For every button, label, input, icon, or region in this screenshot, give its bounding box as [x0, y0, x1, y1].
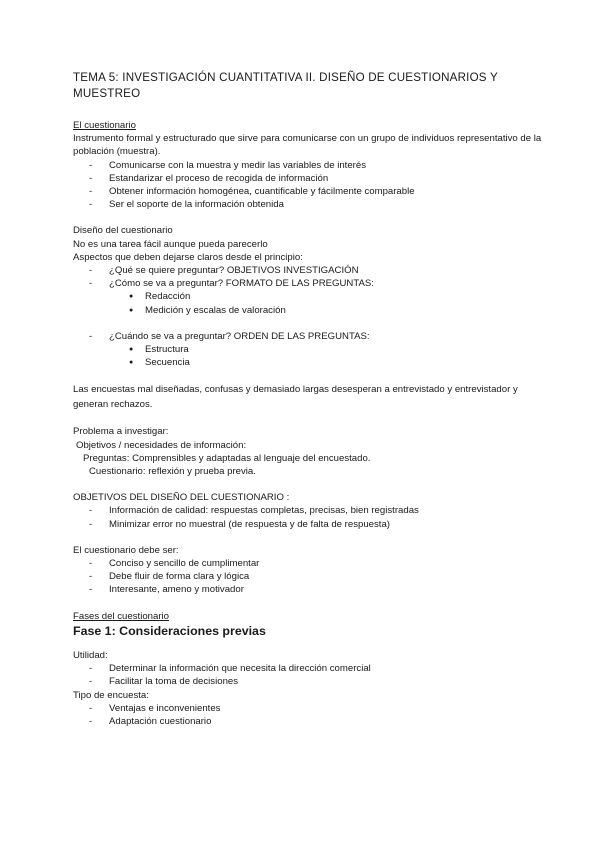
list-item: - ¿Cuándo se va a preguntar? ORDEN DE LAS PREGUNTAS:: [73, 330, 543, 343]
sub-list-item: ● Estructura: [73, 343, 543, 356]
phase-heading: Fase 1: Consideraciones previas: [73, 623, 266, 638]
list-item: - Comunicarse con la muestra y medir las variables de interés: [73, 159, 543, 172]
aspects-list: [73, 264, 543, 290]
list-item: - Debe fluir de forma clara y lógica: [73, 570, 543, 583]
flow-line: Cuestionario: reflexión y prueba previa.: [89, 466, 256, 478]
survey-type-list: [73, 702, 543, 728]
subheading-tipo: Tipo de encuesta:: [73, 689, 149, 701]
section-heading-debe-ser: El cuestionario debe ser:: [73, 544, 179, 556]
flow-line: Objetivos / necesidades de información:: [76, 439, 247, 451]
list-item: - Información de calidad: respuestas completas, precisas, bien registradas: [73, 504, 543, 517]
aspects-list-cont: [73, 330, 543, 343]
sub-list-item: ● Redacción: [73, 290, 543, 303]
order-sublist: [73, 343, 543, 369]
document-title: TEMA 5: INVESTIGACIÓN CUANTITATIVA II. DISEÑO DE CUESTIONARIOS Y MUESTREO: [73, 71, 498, 100]
list-item: - ¿Qué se quiere preguntar? OBJETIVOS INVESTIGACIÓN: [73, 264, 543, 277]
warning-paragraph: Las encuestas mal diseñadas, confusas y demasiado largas desesperan a entrevistado y entrevistador y generan rechazos.: [73, 384, 518, 411]
list-item: - Adaptación cuestionario: [73, 715, 543, 728]
list-item: - Facilitar la toma de decisiones: [73, 675, 543, 688]
list-item: - Estandarizar el proceso de recogida de información: [73, 172, 543, 185]
section-heading-cuestionario: El cuestionario: [73, 120, 136, 131]
flow-line: Problema a investigar:: [73, 426, 169, 438]
section-heading-diseno: Diseño del cuestionario: [73, 225, 173, 237]
list-item: - Conciso y sencillo de cumplimentar: [73, 557, 543, 570]
definition-text: Instrumento formal y estructurado que sirve para comunicarse con un grupo de individuos representativo de la población (muestra).: [73, 133, 542, 158]
list-item: - Interesante, ameno y motivador: [73, 583, 543, 596]
list-item: - ¿Cómo se va a preguntar? FORMATO DE LAS PREGUNTAS:: [73, 277, 543, 290]
list-item: - Ventajas e inconvenientes: [73, 702, 543, 715]
paragraph-line: Aspectos que deben dejarse claros desde el principio:: [73, 251, 303, 263]
list-item: - Determinar la información que necesita la dirección comercial: [73, 662, 543, 675]
list-item: - Minimizar error no muestral (de respuesta y de falta de respuesta): [73, 518, 543, 531]
objectives-list: [73, 504, 543, 530]
requirements-list: [73, 557, 543, 597]
section-heading-fases: Fases del cuestionario: [73, 610, 169, 622]
subheading-utilidad: Utilidad:: [73, 649, 108, 661]
list-item: - Ser el soporte de la información obtenida: [73, 198, 543, 211]
purpose-list: [73, 159, 543, 212]
paragraph-line: No es una tarea fácil aunque pueda parecerlo: [73, 238, 268, 250]
sub-list-item: ● Medición y escalas de valoración: [73, 304, 543, 317]
document-page: [73, 70, 543, 728]
flow-line: Preguntas: Comprensibles y adaptadas al lenguaje del encuestado.: [83, 452, 371, 464]
list-item: - Obtener información homogénea, cuantificable y fácilmente comparable: [73, 185, 543, 198]
sub-list-item: ● Secuencia: [73, 356, 543, 369]
section-heading-objetivos: OBJETIVOS DEL DISEÑO DEL CUESTIONARIO :: [73, 492, 290, 504]
format-sublist: [73, 290, 543, 316]
utility-list: [73, 662, 543, 688]
